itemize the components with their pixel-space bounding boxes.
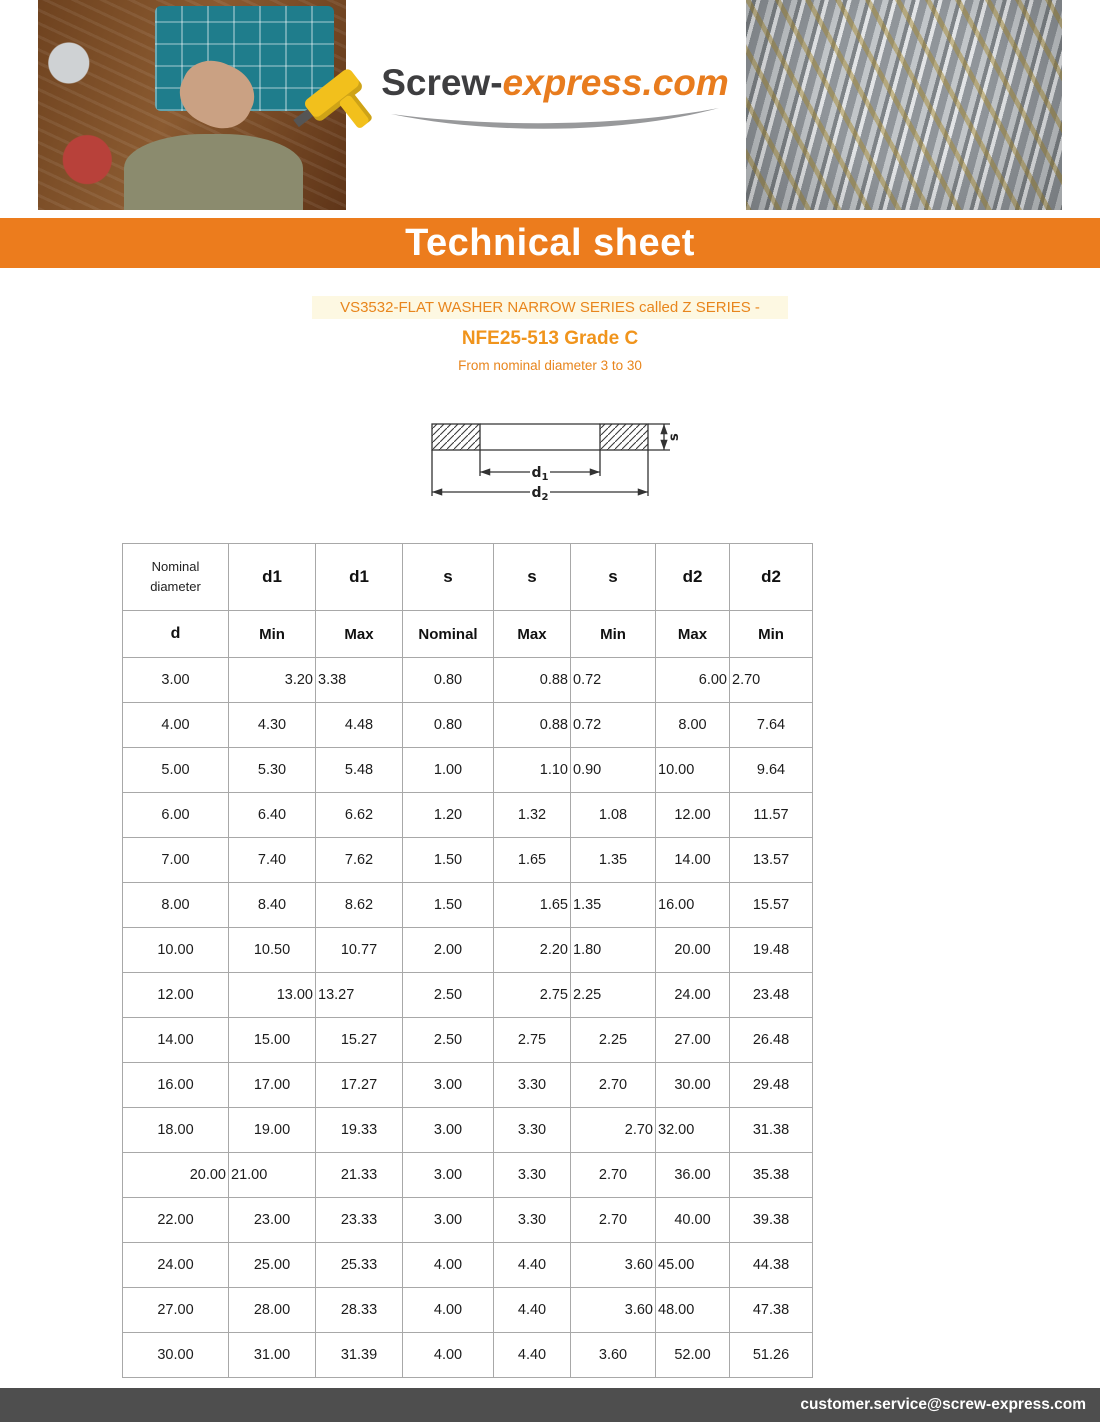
table-row xyxy=(123,1153,813,1198)
table-cell: 4.40 xyxy=(494,1288,571,1333)
table-cell: 52.00 xyxy=(656,1333,730,1378)
table-row xyxy=(123,1018,813,1063)
table-cell: 2.25 xyxy=(571,1018,656,1063)
table-cell: 23.33 xyxy=(316,1198,403,1243)
table-cell: 7.64 xyxy=(730,703,813,748)
table-cell: 8.00 xyxy=(123,883,229,928)
table-cell: 4.00 xyxy=(403,1288,494,1333)
table-row xyxy=(123,1333,813,1378)
table-cell: 3.20 xyxy=(229,658,316,703)
header-cell: d1 xyxy=(229,544,316,611)
table-cell: 13.57 xyxy=(730,838,813,883)
table-cell: 4.48 xyxy=(316,703,403,748)
table-cell: 35.38 xyxy=(730,1153,813,1198)
table-cell: 1.08 xyxy=(571,793,656,838)
table-cell: 26.48 xyxy=(730,1018,813,1063)
table-cell: 2.70 xyxy=(571,1108,656,1153)
table-cell: 3.00 xyxy=(123,658,229,703)
site-logo xyxy=(360,62,750,134)
table-cell: 2.00 xyxy=(403,928,494,973)
header-cell: d2 xyxy=(730,544,813,611)
table-cell: 2.20 xyxy=(494,928,571,973)
series-title: VS3532-FLAT WASHER NARROW SERIES called Z SERIES - xyxy=(312,296,788,319)
table-cell: 3.38 xyxy=(316,658,403,703)
spec-table-head xyxy=(123,544,813,658)
header-cell: d xyxy=(123,611,229,658)
washer-diagram xyxy=(412,414,688,523)
table-cell: 16.00 xyxy=(123,1063,229,1108)
table-row xyxy=(123,973,813,1018)
table-cell: 3.60 xyxy=(571,1333,656,1378)
table-cell: 27.00 xyxy=(656,1018,730,1063)
table-cell: 0.72 xyxy=(571,703,656,748)
diameter-range-subtitle: From nominal diameter 3 to 30 xyxy=(458,358,642,373)
table-cell: 0.88 xyxy=(494,703,571,748)
table-cell: 14.00 xyxy=(123,1018,229,1063)
table-cell: 1.00 xyxy=(403,748,494,793)
table-row xyxy=(123,1108,813,1153)
table-cell: 1.50 xyxy=(403,883,494,928)
table-row xyxy=(123,793,813,838)
table-cell: 20.00 xyxy=(123,1153,229,1198)
table-row xyxy=(123,658,813,703)
table-cell: 27.00 xyxy=(123,1288,229,1333)
table-cell: 32.00 xyxy=(656,1108,730,1153)
header-cell: d2 xyxy=(656,544,730,611)
table-cell: 7.00 xyxy=(123,838,229,883)
table-cell: 21.33 xyxy=(316,1153,403,1198)
table-cell: 44.38 xyxy=(730,1243,813,1288)
header-cell: s xyxy=(494,544,571,611)
table-cell: 10.00 xyxy=(123,928,229,973)
table-cell: 4.00 xyxy=(403,1333,494,1378)
table-cell: 1.65 xyxy=(494,883,571,928)
table-cell: 5.48 xyxy=(316,748,403,793)
table-cell: 5.00 xyxy=(123,748,229,793)
screws-pile-photo xyxy=(746,0,1062,210)
table-row xyxy=(123,1063,813,1108)
table-cell: 3.30 xyxy=(494,1198,571,1243)
table-cell: 28.00 xyxy=(229,1288,316,1333)
table-cell: 1.20 xyxy=(403,793,494,838)
spec-table xyxy=(122,543,813,1378)
table-cell: 9.64 xyxy=(730,748,813,793)
logo-text xyxy=(360,62,750,104)
table-row xyxy=(123,703,813,748)
table-cell: 22.00 xyxy=(123,1198,229,1243)
table-cell: 19.48 xyxy=(730,928,813,973)
d1-dimension-label: $d_1$ xyxy=(531,465,549,483)
table-cell: 0.80 xyxy=(403,658,494,703)
table-cell: 24.00 xyxy=(123,1243,229,1288)
header-cell: Min xyxy=(730,611,813,658)
table-cell: 3.00 xyxy=(403,1153,494,1198)
table-cell: 12.00 xyxy=(123,973,229,1018)
table-cell: 0.72 xyxy=(571,658,656,703)
table-row xyxy=(123,838,813,883)
table-cell: 0.88 xyxy=(494,658,571,703)
table-row xyxy=(123,1243,813,1288)
table-cell: 15.57 xyxy=(730,883,813,928)
table-cell: 4.00 xyxy=(403,1243,494,1288)
table-cell: 2.75 xyxy=(494,1018,571,1063)
table-cell: 31.00 xyxy=(229,1333,316,1378)
table-cell: 1.80 xyxy=(571,928,656,973)
header-cell: Min xyxy=(229,611,316,658)
table-row xyxy=(123,928,813,973)
table-cell: 15.00 xyxy=(229,1018,316,1063)
header-cell: s xyxy=(403,544,494,611)
table-cell: 48.00 xyxy=(656,1288,730,1333)
header-cell: Nominal xyxy=(403,611,494,658)
table-cell: 51.26 xyxy=(730,1333,813,1378)
header-cell: Max xyxy=(656,611,730,658)
table-cell: 4.00 xyxy=(123,703,229,748)
s-dimension-label: s xyxy=(667,433,682,441)
spec-table-body xyxy=(123,658,813,1378)
table-cell: 3.30 xyxy=(494,1063,571,1108)
table-cell: 13.27 xyxy=(316,973,403,1018)
standard-title: NFE25-513 Grade C xyxy=(461,328,639,349)
table-cell: 45.00 xyxy=(656,1243,730,1288)
table-cell: 4.40 xyxy=(494,1243,571,1288)
table-cell: 23.00 xyxy=(229,1198,316,1243)
table-cell: 25.33 xyxy=(316,1243,403,1288)
table-cell: 17.27 xyxy=(316,1063,403,1108)
header-cell: Max xyxy=(316,611,403,658)
table-cell: 2.70 xyxy=(571,1153,656,1198)
table-cell: 3.30 xyxy=(494,1108,571,1153)
table-cell: 6.00 xyxy=(656,658,730,703)
table-cell: 5.30 xyxy=(229,748,316,793)
table-cell: 6.40 xyxy=(229,793,316,838)
table-cell: 4.30 xyxy=(229,703,316,748)
table-cell: 12.00 xyxy=(656,793,730,838)
banner-title: Technical sheet xyxy=(0,218,1100,268)
table-cell: 3.00 xyxy=(403,1108,494,1153)
table-cell: 11.57 xyxy=(730,793,813,838)
table-cell: 1.35 xyxy=(571,883,656,928)
table-cell: 10.50 xyxy=(229,928,316,973)
table-cell: 7.40 xyxy=(229,838,316,883)
table-cell: 28.33 xyxy=(316,1288,403,1333)
table-cell: 8.40 xyxy=(229,883,316,928)
table-cell: 2.75 xyxy=(494,973,571,1018)
table-cell: 16.00 xyxy=(656,883,730,928)
table-cell: 1.10 xyxy=(494,748,571,793)
table-cell: 20.00 xyxy=(656,928,730,973)
table-cell: 2.50 xyxy=(403,973,494,1018)
table-cell: 0.90 xyxy=(571,748,656,793)
header-cell: Nominal diameter xyxy=(123,544,229,611)
table-cell: 3.30 xyxy=(494,1153,571,1198)
logo-part-orange: express.com xyxy=(502,62,729,103)
table-cell: 23.48 xyxy=(730,973,813,1018)
table-cell: 8.62 xyxy=(316,883,403,928)
photo-vignette xyxy=(746,0,1062,210)
table-cell: 31.39 xyxy=(316,1333,403,1378)
footer-bar xyxy=(0,1388,1100,1422)
logo-swoosh-graphic xyxy=(385,106,725,134)
table-cell: 3.60 xyxy=(571,1288,656,1333)
table-cell: 6.00 xyxy=(123,793,229,838)
title-block xyxy=(0,296,1100,373)
table-cell: 40.00 xyxy=(656,1198,730,1243)
table-cell: 21.00 xyxy=(229,1153,316,1198)
table-row xyxy=(123,883,813,928)
table-row xyxy=(123,748,813,793)
table-cell: 1.35 xyxy=(571,838,656,883)
table-cell: 36.00 xyxy=(656,1153,730,1198)
table-row xyxy=(123,1198,813,1243)
table-cell: 6.62 xyxy=(316,793,403,838)
table-cell: 3.60 xyxy=(571,1243,656,1288)
table-cell: 17.00 xyxy=(229,1063,316,1108)
table-cell: 15.27 xyxy=(316,1018,403,1063)
table-cell: 19.33 xyxy=(316,1108,403,1153)
table-cell: 3.00 xyxy=(403,1063,494,1108)
table-cell: 24.00 xyxy=(656,973,730,1018)
header-cell: Max xyxy=(494,611,571,658)
table-cell: 30.00 xyxy=(123,1333,229,1378)
table-cell: 47.38 xyxy=(730,1288,813,1333)
dimensions-table-wrap xyxy=(122,543,813,1378)
table-cell: 10.77 xyxy=(316,928,403,973)
logo-part-dark: Screw- xyxy=(381,62,503,103)
table-cell: 39.38 xyxy=(730,1198,813,1243)
header-cell: Min xyxy=(571,611,656,658)
table-cell: 4.40 xyxy=(494,1333,571,1378)
table-cell: 10.00 xyxy=(656,748,730,793)
table-cell: 30.00 xyxy=(656,1063,730,1108)
table-cell: 8.00 xyxy=(656,703,730,748)
table-cell: 25.00 xyxy=(229,1243,316,1288)
table-cell: 1.32 xyxy=(494,793,571,838)
table-cell: 29.48 xyxy=(730,1063,813,1108)
table-cell: 1.50 xyxy=(403,838,494,883)
table-cell: 2.70 xyxy=(730,658,813,703)
table-cell: 2.70 xyxy=(571,1198,656,1243)
customer-service-email[interactable]: customer.service@screw-express.com xyxy=(800,1396,1086,1413)
table-cell: 2.70 xyxy=(571,1063,656,1108)
table-cell: 13.00 xyxy=(229,973,316,1018)
header-cell: s xyxy=(571,544,656,611)
sleeve-graphic xyxy=(124,134,303,210)
table-cell: 31.38 xyxy=(730,1108,813,1153)
header-cell: d1 xyxy=(316,544,403,611)
table-cell: 2.25 xyxy=(571,973,656,1018)
table-cell: 7.62 xyxy=(316,838,403,883)
table-cell: 3.00 xyxy=(403,1198,494,1243)
table-row xyxy=(123,1288,813,1333)
table-cell: 18.00 xyxy=(123,1108,229,1153)
table-cell: 1.65 xyxy=(494,838,571,883)
d2-dimension-label: $d_2$ xyxy=(531,485,549,503)
table-cell: 0.80 xyxy=(403,703,494,748)
table-cell: 19.00 xyxy=(229,1108,316,1153)
table-cell: 2.50 xyxy=(403,1018,494,1063)
table-cell: 14.00 xyxy=(656,838,730,883)
